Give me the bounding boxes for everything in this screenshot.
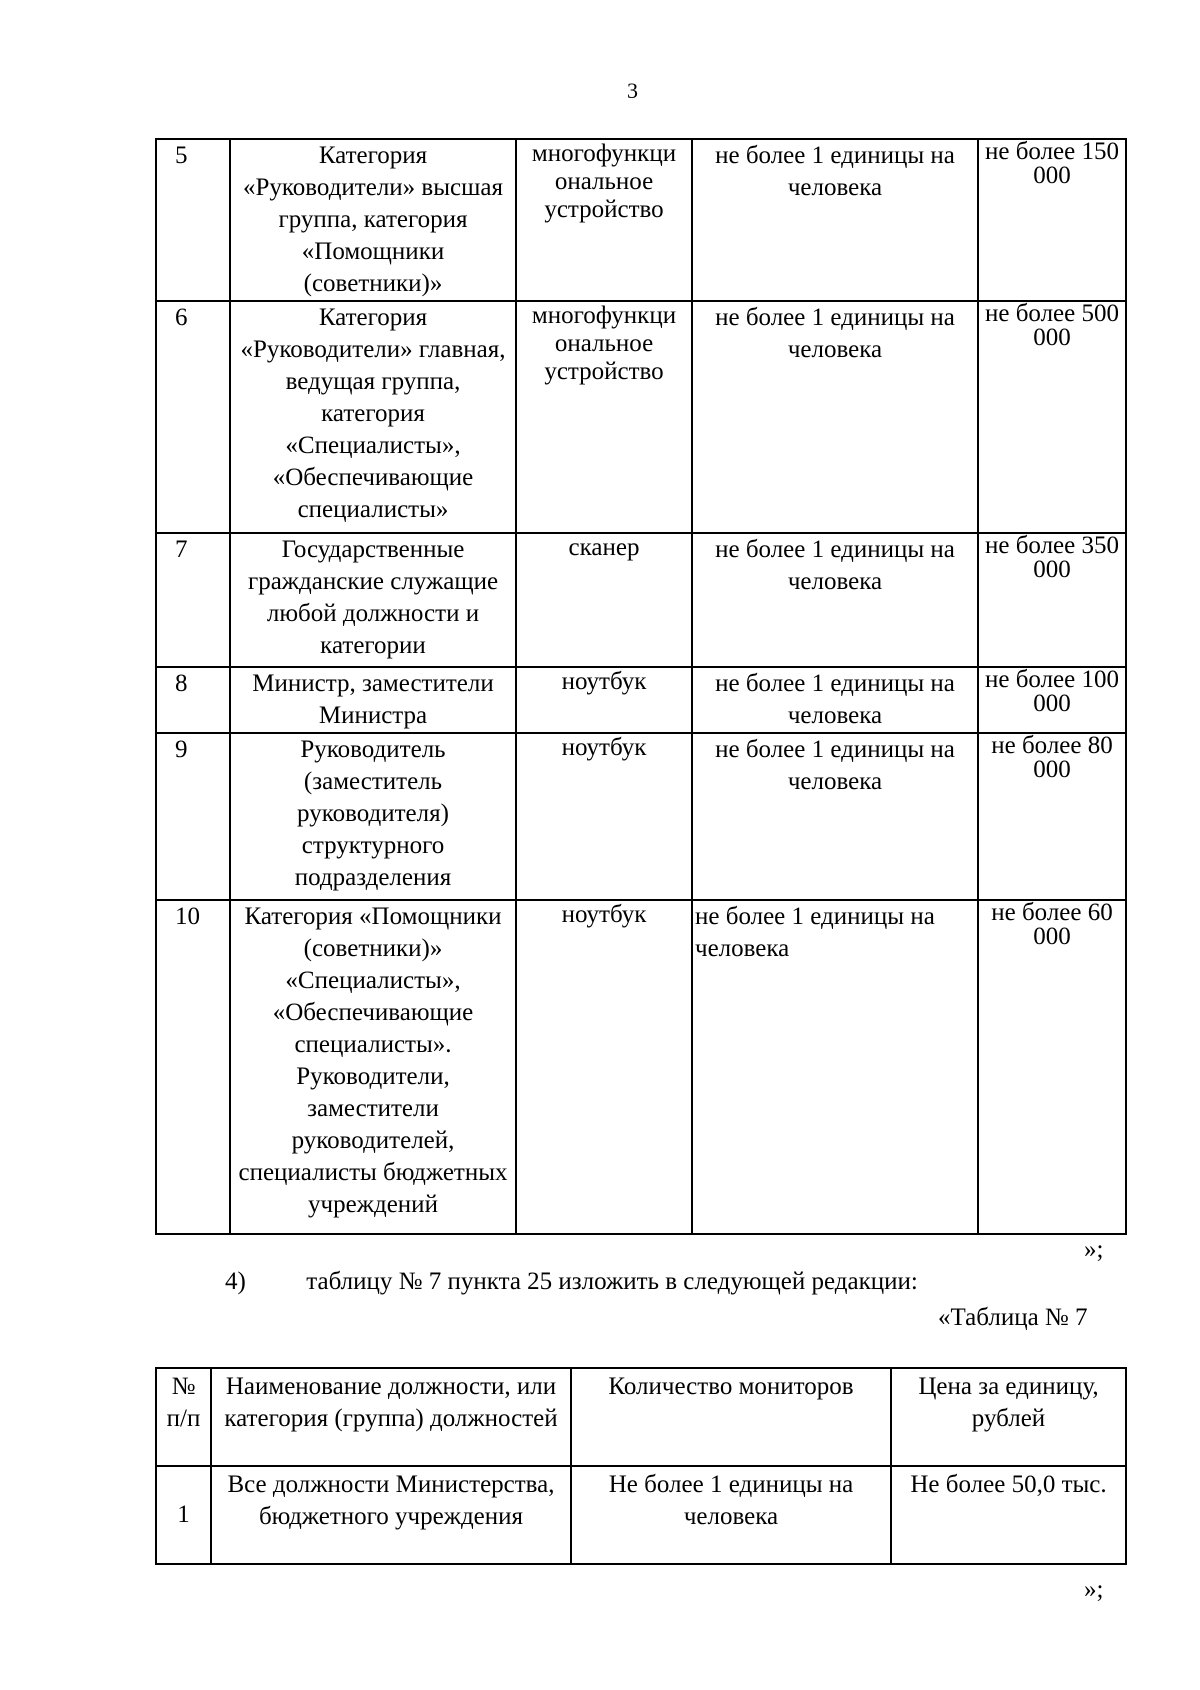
- table-row: [156, 667, 1126, 733]
- monitors-table: [155, 1367, 1127, 1565]
- price-cell: не более 350 000: [978, 533, 1126, 667]
- quantity-cell: не более 1 единицы на человека: [692, 533, 978, 667]
- row-number: 9: [156, 733, 230, 900]
- device-cell: ноутбук: [516, 667, 692, 733]
- price-cell: не более 60 000: [978, 900, 1126, 1234]
- table-row: [156, 733, 1126, 900]
- row-number: 6: [156, 301, 230, 533]
- device-cell: ноутбук: [516, 900, 692, 1234]
- quantity-cell: не более 1 единицы на человека: [692, 900, 978, 1234]
- price-cell: Не более 50,0 тыс.: [891, 1466, 1126, 1564]
- quantity-cell: не более 1 единицы на человека: [692, 139, 978, 301]
- position-cell: Категория «Руководители» главная, ведущая группа, категория «Специалисты», «Обеспечивающие специалисты»: [230, 301, 516, 533]
- price-cell: не более 500 000: [978, 301, 1126, 533]
- equipment-norms-table: [155, 138, 1127, 1235]
- price-cell: не более 100 000: [978, 667, 1126, 733]
- position-cell: Все должности Министерства, бюджетного учреждения: [211, 1466, 571, 1564]
- table-title: «Таблица № 7: [938, 1304, 1088, 1331]
- position-cell: Министр, заместители Министра: [230, 667, 516, 733]
- closing-quote: »;: [1084, 1576, 1104, 1603]
- header-count: Количество мониторов: [571, 1368, 891, 1466]
- page-number: 3: [627, 78, 638, 103]
- paragraph-number: 4): [225, 1268, 246, 1295]
- row-number: 8: [156, 667, 230, 733]
- row-number: 5: [156, 139, 230, 301]
- price-cell: не более 80 000: [978, 733, 1126, 900]
- row-number: 10: [156, 900, 230, 1234]
- price-cell: не более 150 000: [978, 139, 1126, 301]
- position-cell: Руководитель (заместитель руководителя) структурного подразделения: [230, 733, 516, 900]
- header-number: № п/п: [156, 1368, 211, 1466]
- count-cell: Не более 1 единицы на человека: [571, 1466, 891, 1564]
- device-cell: сканер: [516, 533, 692, 667]
- table-header-row: [156, 1368, 1126, 1466]
- position-cell: Категория «Руководители» высшая группа, категория «Помощники (советники)»: [230, 139, 516, 301]
- quantity-cell: не более 1 единицы на человека: [692, 667, 978, 733]
- position-cell: Категория «Помощники (советники)» «Специалисты», «Обеспечивающие специалисты». Руководители, заместители руководителей, специалисты бюджетных учреждений: [230, 900, 516, 1234]
- device-cell: многофункци ональное устройство: [516, 139, 692, 301]
- table-row: [156, 1466, 1126, 1564]
- quantity-cell: не более 1 единицы на человека: [692, 733, 978, 900]
- amendment-paragraph: [225, 1268, 918, 1296]
- closing-quote: »;: [1084, 1236, 1104, 1263]
- position-cell: Государственные гражданские служащие любой должности и категории: [230, 533, 516, 667]
- device-cell: ноутбук: [516, 733, 692, 900]
- row-number: 1: [156, 1466, 211, 1564]
- header-price: Цена за единицу, рублей: [891, 1368, 1126, 1466]
- quantity-cell: не более 1 единицы на человека: [692, 301, 978, 533]
- table-row: [156, 900, 1126, 1234]
- table-row: [156, 139, 1126, 301]
- paragraph-text: таблицу № 7 пункта 25 изложить в следующей редакции:: [306, 1268, 918, 1295]
- row-number: 7: [156, 533, 230, 667]
- device-cell: многофункци ональное устройство: [516, 301, 692, 533]
- table-row: [156, 301, 1126, 533]
- header-position: Наименование должности, или категория (группа) должностей: [211, 1368, 571, 1466]
- table-row: [156, 533, 1126, 667]
